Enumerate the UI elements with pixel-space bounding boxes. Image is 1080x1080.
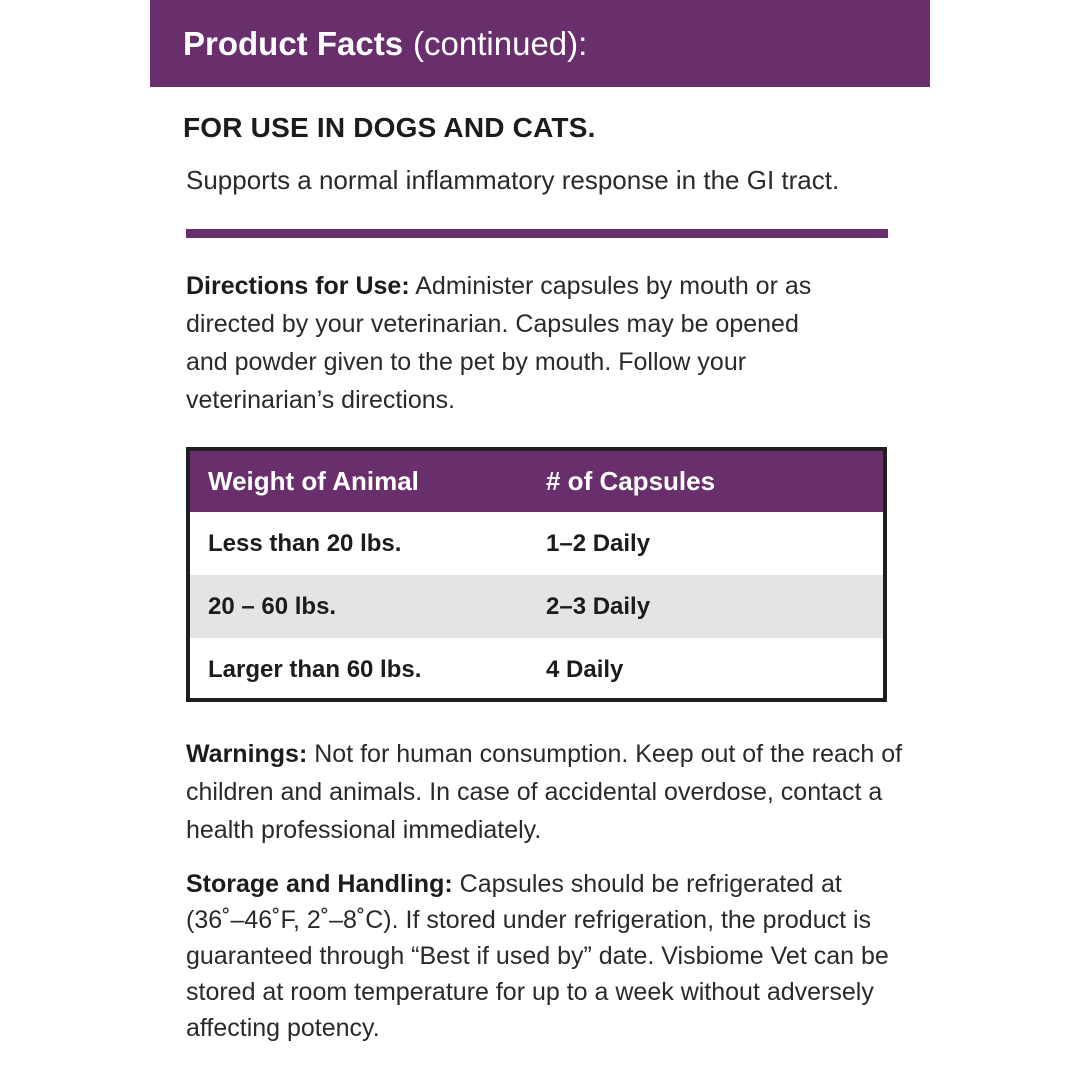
- storage-label: Storage and Handling:: [186, 870, 453, 898]
- dosage-table-header: [190, 451, 883, 512]
- weight-cell: Less than 20 lbs.: [208, 529, 402, 557]
- header-capsules: # of Capsules: [546, 466, 716, 496]
- page-title: Product Facts: [183, 24, 404, 62]
- header-bar: [150, 0, 930, 87]
- weight-cell: 20 – 60 lbs.: [208, 592, 337, 620]
- directions-label: Directions for Use:: [186, 272, 410, 300]
- use-heading: FOR USE IN DOGS AND CATS.: [183, 112, 596, 143]
- storage-text: Capsules should be refrigerated at (36˚–46˚F, 2˚–8˚C). If stored under refrigeration, the product is guaranteed through “Best if used by” date. Visbiome Vet can be stored at room temperature for up to a week without adversely affecting potency.: [186, 870, 889, 1042]
- warnings-label: Warnings:: [186, 740, 308, 768]
- directions-text: Administer capsules by mouth or as directed by your veterinarian. Capsules may be opened and powder given to the pet by mouth. Follow your veterinarian’s directions.: [186, 272, 812, 414]
- header-weight: Weight of Animal: [208, 466, 419, 496]
- page-title-suffix: (continued):: [413, 24, 588, 62]
- capsules-cell: 1–2 Daily: [546, 529, 651, 557]
- capsules-cell: 2–3 Daily: [546, 592, 651, 620]
- directions-paragraph: [186, 267, 846, 419]
- support-text: Supports a normal inflammatory response in the GI tract.: [186, 165, 840, 195]
- section-divider: [186, 229, 888, 238]
- table-row: [190, 638, 883, 701]
- warnings-text: Not for human consumption. Keep out of the reach of children and animals. In case of accidental overdose, contact a health professional immediately.: [186, 740, 903, 844]
- dosage-table: [186, 447, 887, 702]
- warnings-paragraph: [186, 735, 906, 849]
- capsules-cell: 4 Daily: [546, 655, 624, 683]
- table-row: [190, 575, 883, 638]
- weight-cell: Larger than 60 lbs.: [208, 655, 422, 683]
- storage-paragraph: [186, 866, 906, 1046]
- table-row: [190, 512, 883, 575]
